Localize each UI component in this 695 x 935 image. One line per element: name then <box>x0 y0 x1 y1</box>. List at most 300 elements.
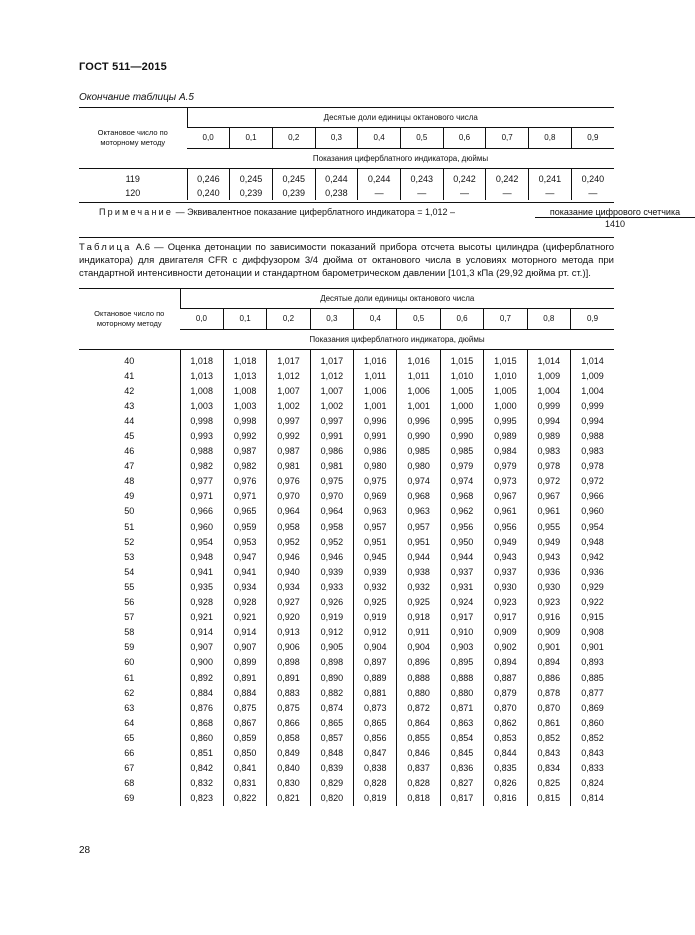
table-cell: 1,008 <box>223 383 266 398</box>
table-cell: 0,245 <box>272 169 315 187</box>
table-cell: 0,844 <box>484 745 527 760</box>
table-cell: — <box>400 186 443 200</box>
table-row <box>79 745 614 760</box>
table-cell: 0,987 <box>223 444 266 459</box>
table-cell: 1,003 <box>180 398 223 413</box>
table-cell: 0,909 <box>484 625 527 640</box>
table-cell: 0,975 <box>310 474 353 489</box>
table-cell: 0,931 <box>440 579 483 594</box>
table-cell: 1,007 <box>267 383 310 398</box>
table-cell: 0,929 <box>571 579 615 594</box>
table-cell: 0,901 <box>527 640 570 655</box>
table-cell: 0,949 <box>484 534 527 549</box>
table-cell: 0,963 <box>397 504 440 519</box>
table-a6-body <box>79 289 614 806</box>
table-cell: 0,928 <box>223 595 266 610</box>
column-header: 0,3 <box>315 128 358 148</box>
table-cell: 0,894 <box>484 655 527 670</box>
table-cell: 0,842 <box>180 761 223 776</box>
table-cell: 0,967 <box>527 489 570 504</box>
table-cell: 0,985 <box>397 444 440 459</box>
table-cell: 0,820 <box>310 791 353 806</box>
table-cell: 0,814 <box>571 791 615 806</box>
table-cell: 0,878 <box>527 685 570 700</box>
table-cell: 0,886 <box>527 670 570 685</box>
row-label: 42 <box>124 385 135 396</box>
table-cell: 0,917 <box>440 610 483 625</box>
row-label: 56 <box>124 597 135 608</box>
table-cell: 0,885 <box>571 670 615 685</box>
table-cell: 0,852 <box>571 730 615 745</box>
table-cell: 0,972 <box>571 474 615 489</box>
table-cell: 0,873 <box>354 700 397 715</box>
table-cell: 0,966 <box>571 489 615 504</box>
table-cell: 0,907 <box>223 640 266 655</box>
table-row <box>79 715 614 730</box>
table-row <box>79 610 614 625</box>
row-label: 47 <box>124 461 135 472</box>
table-cell: 0,944 <box>397 549 440 564</box>
column-header: 0,3 <box>310 309 353 329</box>
table-cell: — <box>529 186 572 200</box>
table-cell: 0,988 <box>180 444 223 459</box>
table-cell: 0,900 <box>180 655 223 670</box>
table-cell: 0,863 <box>440 715 483 730</box>
table-a6-caption-label: Таблица <box>79 242 132 253</box>
table-row <box>79 383 614 398</box>
table-cell: 1,013 <box>223 368 266 383</box>
table-cell: 0,960 <box>571 504 615 519</box>
table-cell: 0,956 <box>440 519 483 534</box>
table-cell: 0,898 <box>267 655 310 670</box>
table-cell: 0,985 <box>440 444 483 459</box>
table-cell: — <box>486 186 529 200</box>
table-cell: 0,995 <box>440 413 483 428</box>
table-row <box>79 459 614 474</box>
table-row <box>79 761 614 776</box>
table-cell: 0,970 <box>267 489 310 504</box>
table-cell: 0,240 <box>187 186 230 200</box>
table-cell: 0,932 <box>354 579 397 594</box>
column-header: 0,4 <box>358 128 401 148</box>
table-cell: 0,833 <box>571 761 615 776</box>
table-cell: — <box>443 186 486 200</box>
table-cell: 1,002 <box>310 398 353 413</box>
sub-header: Показания циферблатного индикатора, дюймы <box>187 148 614 168</box>
table-cell: 0,934 <box>223 579 266 594</box>
table-cell: 0,947 <box>223 549 266 564</box>
table-cell: 0,918 <box>397 610 440 625</box>
table-cell: 0,897 <box>354 655 397 670</box>
table-cell: 0,895 <box>440 655 483 670</box>
table-cell: 0,901 <box>571 640 615 655</box>
group-header: Десятые доли единицы октанового числа <box>180 289 614 309</box>
table-cell: 0,818 <box>397 791 440 806</box>
header-row <box>79 289 614 309</box>
table-cell: 0,997 <box>310 413 353 428</box>
fraction-numerator: показание цифрового счетчика <box>535 207 695 218</box>
table-cell: 0,904 <box>354 640 397 655</box>
table-cell: 0,980 <box>397 459 440 474</box>
table-cell: 0,986 <box>310 444 353 459</box>
table-row <box>79 640 614 655</box>
row-label: 48 <box>124 476 135 487</box>
table-cell: 0,982 <box>180 459 223 474</box>
table-cell: 0,848 <box>310 745 353 760</box>
column-header: 0,1 <box>230 128 273 148</box>
column-header: 0,6 <box>443 128 486 148</box>
table-cell: 0,239 <box>272 186 315 200</box>
table-cell: 0,244 <box>315 169 358 187</box>
table-cell: 1,008 <box>180 383 223 398</box>
table-cell: 0,855 <box>397 730 440 745</box>
table-cell: 0,892 <box>180 670 223 685</box>
table-cell: 1,010 <box>440 368 483 383</box>
table-cell: 0,930 <box>527 579 570 594</box>
table-cell: — <box>358 186 401 200</box>
table-cell: 0,943 <box>484 549 527 564</box>
table-cell: 0,854 <box>440 730 483 745</box>
row-label: 60 <box>124 657 135 668</box>
table-row <box>79 428 614 443</box>
table-cell: 0,869 <box>571 700 615 715</box>
table-cell: 0,986 <box>354 444 397 459</box>
table-cell: 0,933 <box>310 579 353 594</box>
table-cell: 0,927 <box>267 595 310 610</box>
row-label: 58 <box>124 627 135 638</box>
column-header: 0,1 <box>223 309 266 329</box>
table-cell: 0,243 <box>400 169 443 187</box>
table-cell: 0,992 <box>223 428 266 443</box>
column-header: 0,0 <box>187 128 230 148</box>
table-cell: 0,816 <box>484 791 527 806</box>
column-header: 0,7 <box>486 128 529 148</box>
row-label: 46 <box>124 446 135 457</box>
table-cell: 0,898 <box>310 655 353 670</box>
table-cell: 0,884 <box>180 685 223 700</box>
table-cell: 0,976 <box>223 474 266 489</box>
table-cell: 0,879 <box>484 685 527 700</box>
table-cell: 0,880 <box>440 685 483 700</box>
table-cell: 1,002 <box>267 398 310 413</box>
table-cell: 0,914 <box>180 625 223 640</box>
row-label: 59 <box>124 642 135 653</box>
row-label: 67 <box>124 763 135 774</box>
table-cell: 0,971 <box>180 489 223 504</box>
table-cell: 0,930 <box>484 579 527 594</box>
table-cell: 0,996 <box>397 413 440 428</box>
table-cell: 0,862 <box>484 715 527 730</box>
table-a6-caption-text: А.6 — Оценка детонации по зависимости показаний прибора отсчета высоты цилиндра (циферблатного индикатора) для двигателя CFR с диффузором 3/4 дюйма от октанового числа в условиях моторного метода при стандартной интенсивности детонации и стандартном барометрическом давлении [101,3 кПа (29,92 дюйма рт. ст.)]. <box>79 242 614 279</box>
table-cell: 1,004 <box>527 383 570 398</box>
table-cell: 0,984 <box>484 444 527 459</box>
table-cell: 1,018 <box>223 350 266 369</box>
table-cell: 1,012 <box>267 368 310 383</box>
table-cell: 0,877 <box>571 685 615 700</box>
column-header: 0,8 <box>527 309 570 329</box>
table-a5-note <box>79 202 681 238</box>
table-cell: 0,875 <box>267 700 310 715</box>
row-label: 54 <box>124 566 135 577</box>
table-cell: 0,970 <box>310 489 353 504</box>
table-cell: 0,840 <box>267 761 310 776</box>
table-cell: 0,829 <box>310 776 353 791</box>
table-cell: 0,957 <box>397 519 440 534</box>
table-cell: 0,948 <box>571 534 615 549</box>
table-cell: 0,991 <box>354 428 397 443</box>
table-cell: 0,909 <box>527 625 570 640</box>
table-a5-caption: Окончание таблицы А.5 <box>79 92 194 103</box>
table-cell: 0,849 <box>267 745 310 760</box>
table-cell: 0,902 <box>484 640 527 655</box>
table-cell: 0,245 <box>230 169 273 187</box>
table-row <box>79 169 614 187</box>
table-cell: 0,912 <box>310 625 353 640</box>
row-label: 52 <box>124 536 135 547</box>
table-cell: 1,014 <box>571 350 615 369</box>
table-cell: 0,998 <box>223 413 266 428</box>
table-cell: 0,887 <box>484 670 527 685</box>
table-row <box>79 655 614 670</box>
table-cell: 0,992 <box>267 428 310 443</box>
header-row <box>79 108 614 128</box>
table-cell: 0,983 <box>527 444 570 459</box>
table-cell: 0,870 <box>484 700 527 715</box>
table-cell: 0,884 <box>223 685 266 700</box>
table-cell: 0,851 <box>180 745 223 760</box>
table-cell: 0,935 <box>180 579 223 594</box>
table-cell: 1,007 <box>310 383 353 398</box>
table-cell: 0,957 <box>354 519 397 534</box>
fraction-denominator: 1410 <box>604 219 626 229</box>
table-cell: 0,994 <box>527 413 570 428</box>
row-label: 43 <box>124 400 135 411</box>
table-row <box>79 413 614 428</box>
table-cell: 0,962 <box>440 504 483 519</box>
row-label: 65 <box>124 732 135 743</box>
table-cell: 0,934 <box>267 579 310 594</box>
table-cell: 0,241 <box>529 169 572 187</box>
table-cell: 0,973 <box>484 474 527 489</box>
table-cell: 0,952 <box>267 534 310 549</box>
table-cell: 0,948 <box>180 549 223 564</box>
table-cell: 0,978 <box>527 459 570 474</box>
row-label: 120 <box>125 188 141 198</box>
table-cell: 0,941 <box>223 564 266 579</box>
table-cell: 0,991 <box>310 428 353 443</box>
row-label: 69 <box>124 793 135 804</box>
table-cell: 0,828 <box>354 776 397 791</box>
table-cell: 0,953 <box>223 534 266 549</box>
table-cell: 0,874 <box>310 700 353 715</box>
row-label: 64 <box>124 717 135 728</box>
table-cell: 0,856 <box>354 730 397 745</box>
table-cell: 0,872 <box>397 700 440 715</box>
table-cell: 0,847 <box>354 745 397 760</box>
table-cell: 0,841 <box>223 761 266 776</box>
table-cell: 0,989 <box>484 428 527 443</box>
table-cell: 0,240 <box>571 169 614 187</box>
table-cell: 0,999 <box>571 398 615 413</box>
table-cell: 0,968 <box>440 489 483 504</box>
table-cell: 0,824 <box>571 776 615 791</box>
table-row <box>79 776 614 791</box>
column-header: 0,2 <box>267 309 310 329</box>
table-a6 <box>79 288 614 806</box>
table-cell: 0,870 <box>527 700 570 715</box>
table-cell: 0,907 <box>180 640 223 655</box>
table-cell: 0,905 <box>310 640 353 655</box>
column-header: 0,8 <box>529 128 572 148</box>
row-label: 40 <box>124 355 135 366</box>
table-cell: 0,921 <box>180 610 223 625</box>
table-cell: 0,891 <box>267 670 310 685</box>
table-cell: 0,982 <box>223 459 266 474</box>
table-cell: 0,966 <box>180 504 223 519</box>
table-cell: 0,954 <box>571 519 615 534</box>
row-label: 63 <box>124 702 135 713</box>
row-label: 57 <box>124 612 135 623</box>
row-label: 50 <box>124 506 135 517</box>
table-cell: 0,865 <box>310 715 353 730</box>
table-cell: 0,945 <box>354 549 397 564</box>
table-cell: 0,919 <box>354 610 397 625</box>
table-cell: 0,972 <box>527 474 570 489</box>
table-cell: 0,917 <box>484 610 527 625</box>
table-cell: 0,939 <box>354 564 397 579</box>
table-cell: 0,242 <box>486 169 529 187</box>
note-text <box>99 207 455 217</box>
table-cell: 0,830 <box>267 776 310 791</box>
table-cell: 0,925 <box>354 595 397 610</box>
table-cell: 0,827 <box>440 776 483 791</box>
table-cell: 0,977 <box>180 474 223 489</box>
table-cell: 1,000 <box>440 398 483 413</box>
table-cell: 0,837 <box>397 761 440 776</box>
table-cell: 0,937 <box>440 564 483 579</box>
table-cell: 0,959 <box>223 519 266 534</box>
row-label: 45 <box>124 431 135 442</box>
table-cell: 0,871 <box>440 700 483 715</box>
table-cell: 0,864 <box>397 715 440 730</box>
table-cell: 0,916 <box>527 610 570 625</box>
table-cell: 1,011 <box>397 368 440 383</box>
table-cell: 0,860 <box>571 715 615 730</box>
table-cell: 0,894 <box>527 655 570 670</box>
table-row <box>79 730 614 745</box>
table-cell: 1,017 <box>310 350 353 369</box>
table-cell: 0,923 <box>527 595 570 610</box>
table-cell: 1,016 <box>397 350 440 369</box>
table-cell: 1,011 <box>354 368 397 383</box>
table-cell: 0,835 <box>484 761 527 776</box>
table-cell: 0,958 <box>267 519 310 534</box>
table-cell: 0,987 <box>267 444 310 459</box>
table-cell: 0,843 <box>571 745 615 760</box>
row-label: 62 <box>124 687 135 698</box>
row-label: 49 <box>124 491 135 502</box>
note-body: — Эквивалентное показание циферблатного индикатора = 1,012 – <box>173 207 456 217</box>
table-cell: 1,015 <box>440 350 483 369</box>
table-cell: 0,944 <box>440 549 483 564</box>
table-cell: 0,890 <box>310 670 353 685</box>
table-row <box>79 489 614 504</box>
table-cell: 0,998 <box>180 413 223 428</box>
table-cell: 0,853 <box>484 730 527 745</box>
table-cell: 1,013 <box>180 368 223 383</box>
table-cell: 0,952 <box>310 534 353 549</box>
row-label: 119 <box>125 174 140 184</box>
table-row <box>79 534 614 549</box>
table-row <box>79 474 614 489</box>
table-cell: 1,006 <box>354 383 397 398</box>
table-cell: 0,950 <box>440 534 483 549</box>
table-cell: 1,010 <box>484 368 527 383</box>
table-row <box>79 549 614 564</box>
table-cell: 0,244 <box>358 169 401 187</box>
table-cell: 0,965 <box>223 504 266 519</box>
table-cell: — <box>571 186 614 200</box>
group-header: Десятые доли единицы октанового числа <box>187 108 614 128</box>
table-cell: 0,880 <box>397 685 440 700</box>
table-cell: 0,896 <box>397 655 440 670</box>
table-a5 <box>79 107 614 200</box>
table-cell: 0,910 <box>440 625 483 640</box>
table-cell: 0,850 <box>223 745 266 760</box>
table-cell: 0,925 <box>397 595 440 610</box>
table-cell: 0,883 <box>267 685 310 700</box>
table-row <box>79 625 614 640</box>
table-cell: 0,866 <box>267 715 310 730</box>
table-cell: 0,923 <box>484 595 527 610</box>
table-cell: 0,922 <box>571 595 615 610</box>
table-cell: 0,242 <box>443 169 486 187</box>
table-cell: 0,831 <box>223 776 266 791</box>
row-label: 41 <box>124 370 135 381</box>
column-header: 0,4 <box>354 309 397 329</box>
table-cell: 0,858 <box>267 730 310 745</box>
table-cell: 0,978 <box>571 459 615 474</box>
row-label: 51 <box>124 521 135 532</box>
table-cell: 0,867 <box>223 715 266 730</box>
table-row <box>79 444 614 459</box>
table-cell: 0,946 <box>310 549 353 564</box>
sub-header: Показания циферблатного индикатора, дюймы <box>180 329 614 349</box>
table-cell: 0,924 <box>440 595 483 610</box>
table-cell: 0,995 <box>484 413 527 428</box>
table-cell: 0,980 <box>354 459 397 474</box>
column-header: 0,6 <box>440 309 483 329</box>
table-cell: 0,822 <box>223 791 266 806</box>
table-cell: 0,826 <box>484 776 527 791</box>
column-header: 0,2 <box>272 128 315 148</box>
table-cell: 0,976 <box>267 474 310 489</box>
stub-header: Октановое число по моторному методу <box>79 108 187 169</box>
table-cell: 1,009 <box>527 368 570 383</box>
table-cell: 0,961 <box>527 504 570 519</box>
table-cell: 0,819 <box>354 791 397 806</box>
table-cell: 0,964 <box>310 504 353 519</box>
table-row <box>79 579 614 594</box>
table-cell: 0,939 <box>310 564 353 579</box>
table-row <box>79 186 614 200</box>
column-header: 0,9 <box>571 309 615 329</box>
table-cell: 0,825 <box>527 776 570 791</box>
table-row <box>79 398 614 413</box>
table-cell: 1,015 <box>484 350 527 369</box>
table-row <box>79 519 614 534</box>
table-cell: 0,889 <box>354 670 397 685</box>
